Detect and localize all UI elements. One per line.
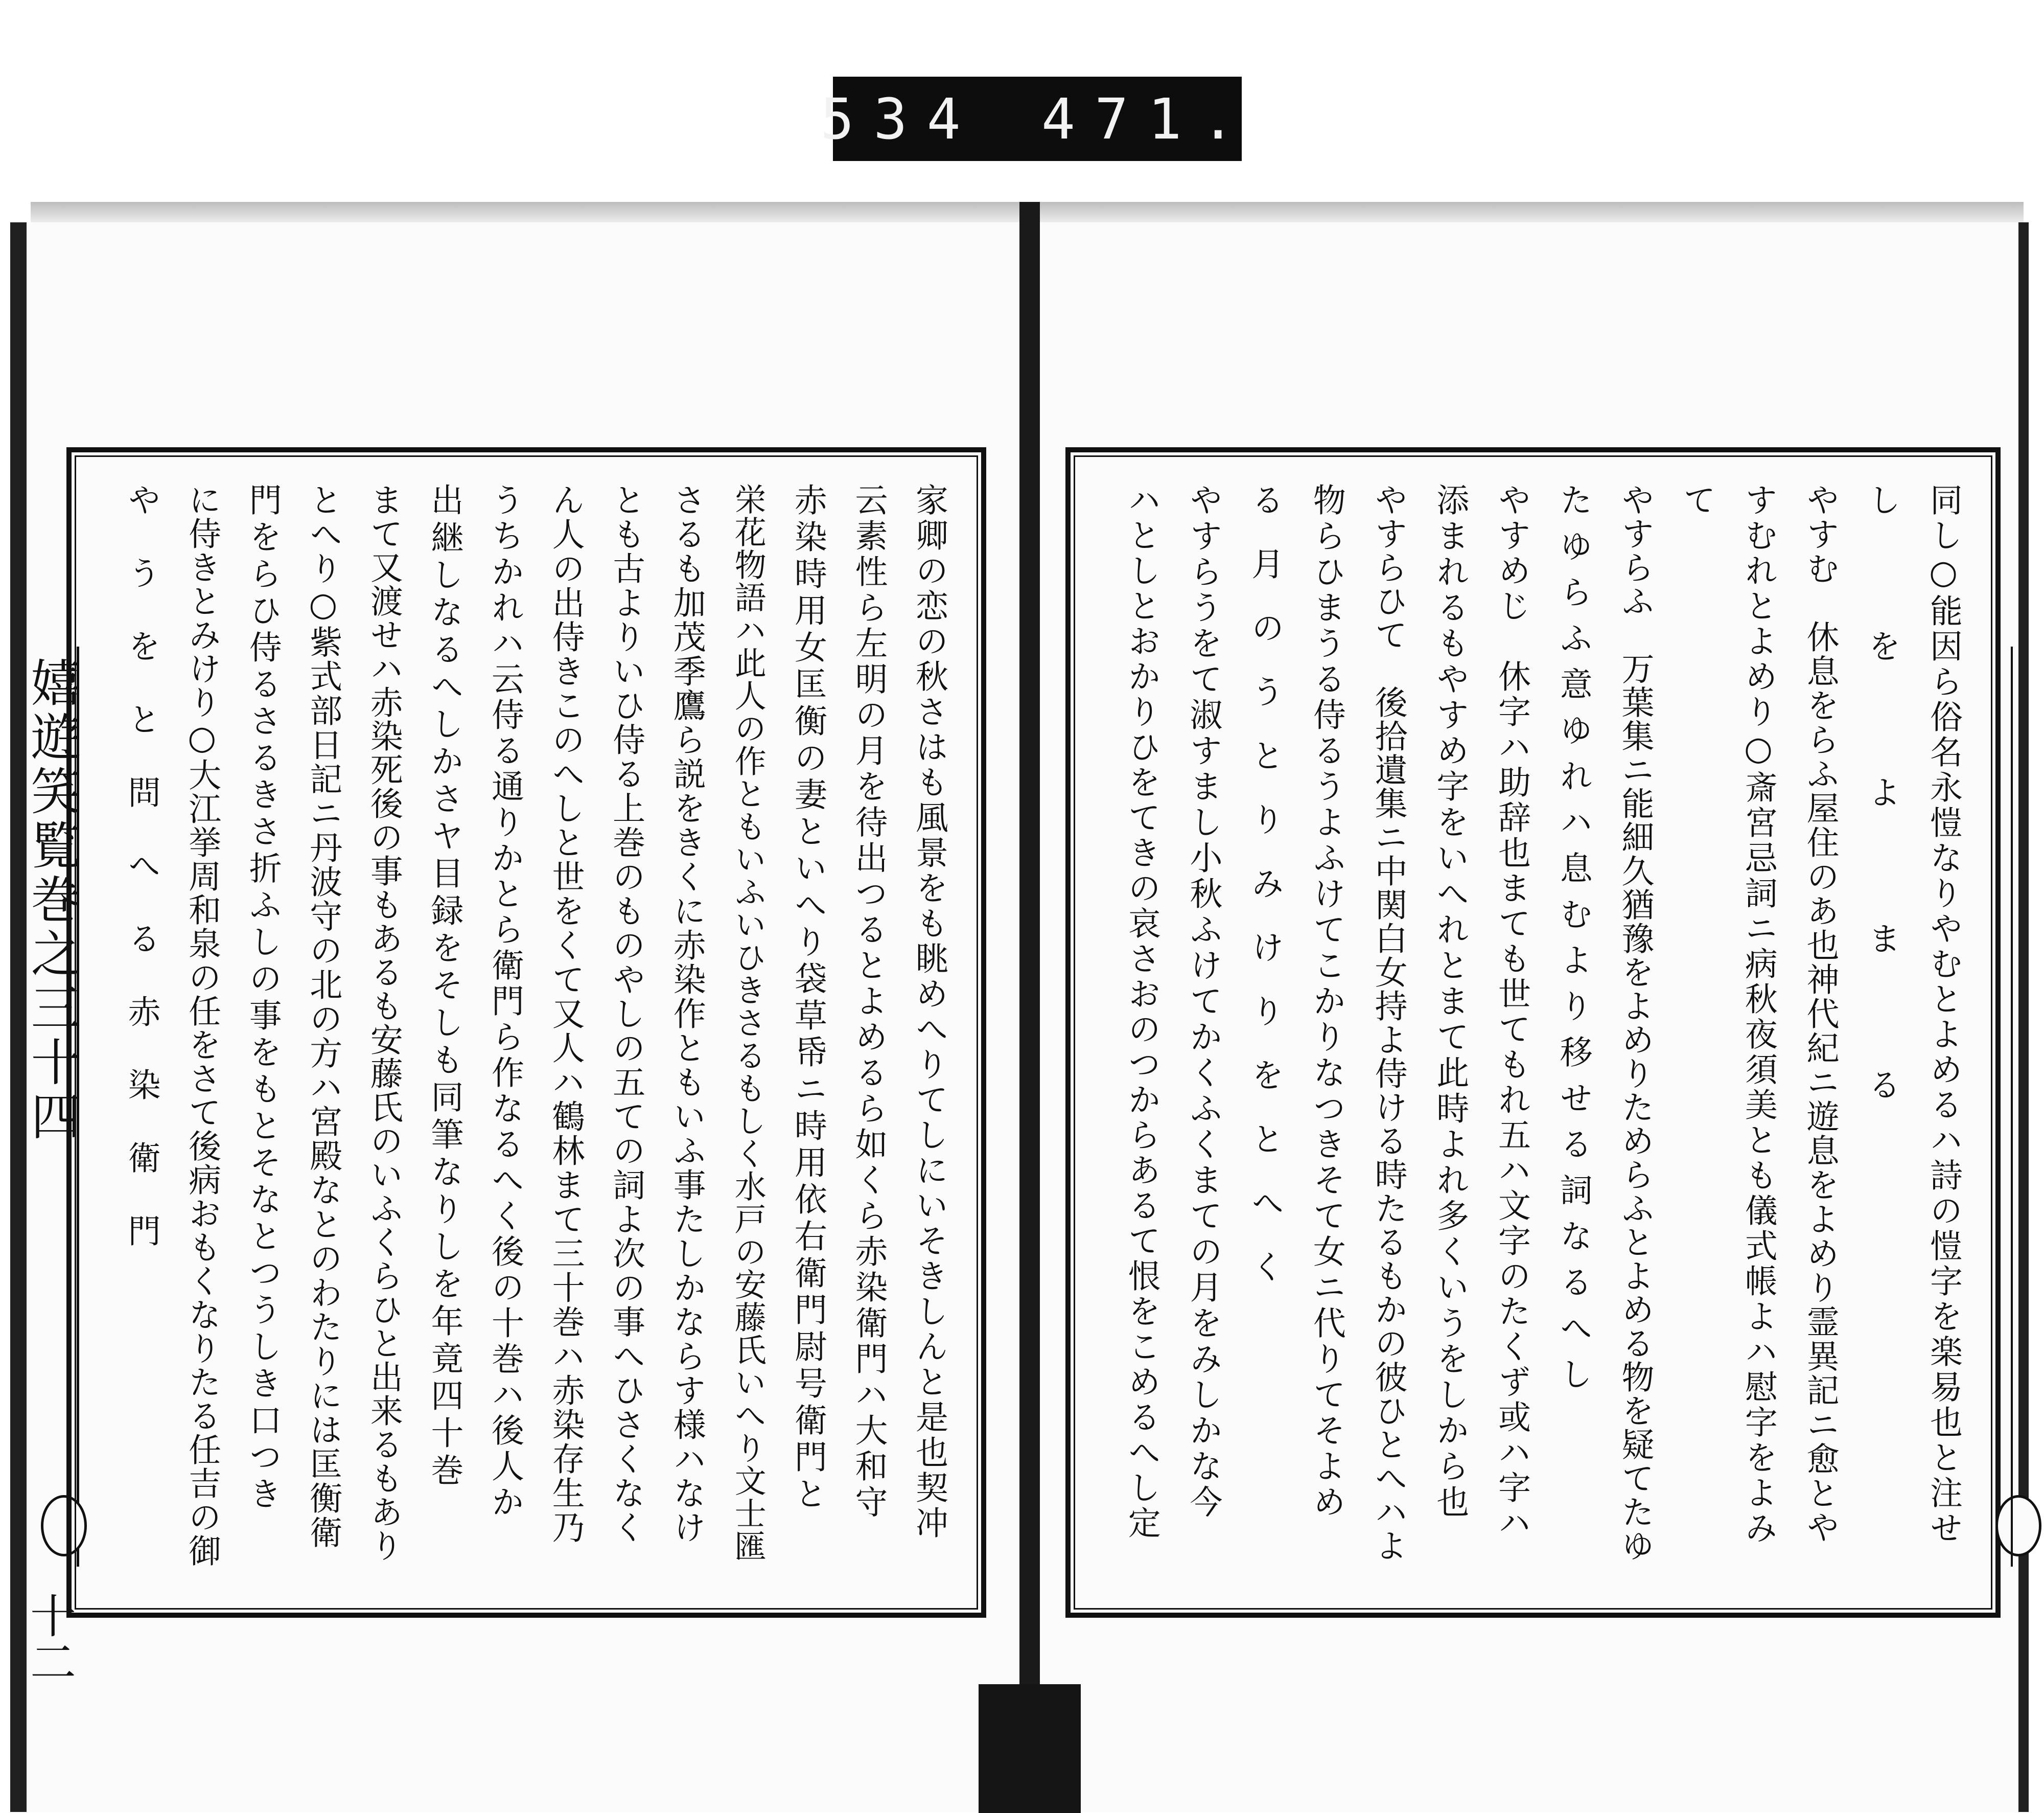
right-page-text-column: 添まれるもやすめ字をいへれとまて此時よれ多くいうをしから也: [1431, 483, 1469, 1521]
right-page-text-column: て: [1678, 483, 1716, 1161]
left-page-text-column: に侍きとみけり○大江挙周和泉の任をさて後病おもくなりたる任吉の御: [183, 483, 221, 1568]
left-page-text-column: とも古よりいひ侍る上巻のものやしの五ての詞よ次の事へひさくなく: [607, 483, 645, 1545]
film-number-left: 534: [820, 86, 980, 152]
page-number: 十二: [22, 1592, 76, 1684]
left-page-text-column: 云素性ら左明の月を待出つるとよめるら如くら赤染衛門ハ大和守: [849, 483, 888, 1521]
book-gutter: [1019, 202, 1040, 1813]
film-number-right: 471.: [1041, 86, 1255, 152]
left-text-frame: [66, 447, 986, 1618]
right-page-text-column: やすらひて 後拾遺集ニ中関白女持よ侍ける時たるもかの彼ひとへハよ: [1369, 483, 1407, 1563]
open-book: [0, 202, 2044, 1813]
right-page-text-column: やすめじ 休字ハ助辞也まても世てもれ五ハ文字のたくず或ハ字ハ: [1493, 483, 1530, 1541]
right-text-frame: [1065, 447, 2001, 1618]
right-page-edge: [2011, 647, 2028, 1567]
book-title-name: 嬉遊笑覧: [22, 657, 81, 874]
left-page-text-column: 出継しなるへしかさヤ目録をそしも同筆なりしを年竟四十巻: [425, 483, 463, 1490]
left-page-text-column: 赤染時用女匡衡の妻といへり袋草帋ニ時用依右衛門尉号衛門と: [788, 483, 827, 1513]
right-page-text-column: ハとしとおかりひをてきの哀さおのつからあるて恨をこめるへし定: [1122, 483, 1160, 1541]
microfilm-frame-label: [820, 77, 1255, 161]
right-page-text-column: しをよまる: [1863, 483, 1901, 1214]
left-page-text-column: うちかれハ云侍る通りかとら衛門ら作なるへく後の十巻ハ後人か: [486, 483, 524, 1521]
left-page-text-column: まて又渡せハ赤染死後の事もあるも安藤氏のいふくらひと出来るもあり: [364, 483, 403, 1563]
right-page-text-column: 物らひまうる侍るうよふけてこかりなつきそて女ニ代りてそよめ: [1307, 483, 1345, 1521]
right-page-text-column: やすむ 休息をらふ屋住のあ也神代紀ニ遊息をよめり霊異記ニ愈とや: [1801, 483, 1839, 1545]
book-volume: 巻之三十四: [22, 874, 81, 1144]
gutter-binding-block: [979, 1684, 1081, 1813]
right-page-text-column: やすらうをて淑すまし小秋ふけてかくふくまての月をみしかな今: [1184, 483, 1222, 1521]
left-page-text-column: ん人の出侍きこのへしと世をくて又人ハ鶴林まて三十巻ハ赤染存生乃: [546, 483, 585, 1545]
right-page-text-column: やすらふ 万葉集ニ能細久猶豫をよめりためらふとよめる物を疑てたゆ: [1616, 483, 1654, 1563]
left-page-text-column: とへり○紫式部日記ニ丹波守の北の方ハ宮殿なとのわたりには匡衡衛: [304, 483, 342, 1550]
left-page-text-column: 門をらひ侍るさるきさ折ふしの事をもとそなとつうしき口つき: [243, 483, 282, 1513]
right-page-text-column: たゆらふ意ゆれハ息むより移せる詞なるへし: [1554, 483, 1592, 1403]
left-page-text-column: 家卿の恋の秋さはも風景をも眺めへりてしにいそきしんと是也契冲: [910, 483, 948, 1541]
left-page-text-column: さるも加茂季鷹ら説をきくに赤染作ともいふ事たしかならす様ハなけ: [667, 483, 706, 1545]
right-page-text-column: 同し○能因ら俗名永愷なりやむとよめるハ詩の愷字を楽易也と注せ: [1924, 483, 1962, 1546]
right-page-text-column: る月のうとりみけりをとへく: [1246, 483, 1284, 1314]
left-page-text-column: やうをと問へる赤染衛門: [122, 483, 160, 1287]
right-page-text-column: すむれとよめり○斎宮忌詞ニ病秋夜須美とも儀式帳よハ慰字をよみ: [1739, 483, 1777, 1546]
left-page-text-column: 栄花物語ハ此人の作ともいふいひきさるもしく水戸の安藤氏いへり文士匯: [729, 483, 767, 1563]
